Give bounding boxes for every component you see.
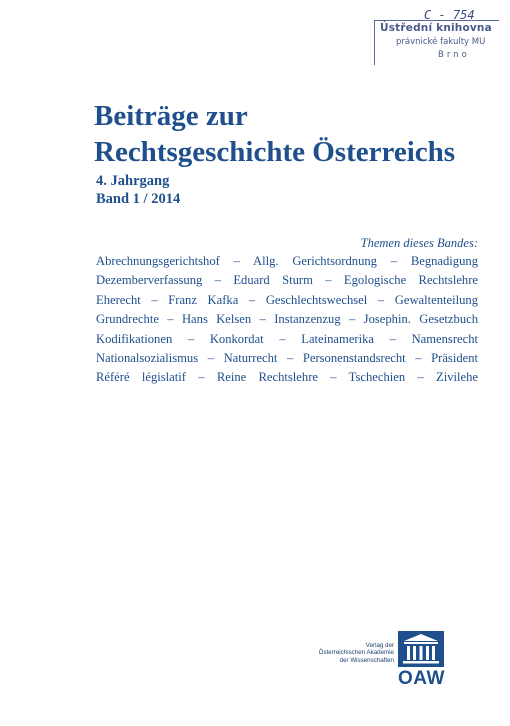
stamp-faculty: právnické fakulty MU (396, 37, 486, 47)
themes-label: Themen dieses Bandes: (360, 236, 478, 250)
academy-logo-text: OAW (398, 668, 445, 689)
library-stamp (374, 8, 500, 68)
topics-list (96, 252, 478, 388)
publisher-line-1: Verlag der (365, 642, 394, 649)
publisher-line-2: Österreichischen Akademie (318, 649, 394, 657)
topic-line: Eherecht – Franz Kafka – Geschlechtswechsel – Gewaltenteilung (96, 292, 478, 307)
topic-line: Abrechnungsgerichtshof – Allg. Gerichtsordnung – Begnadigung (96, 254, 478, 268)
topic-line: Nationalsozialismus – Naturrecht – Personenstandsrecht – Präsident (96, 351, 478, 366)
topic-line: Grundrechte – Hans Kelsen – Instanzenzug – Josephin. Gesetzbuch (96, 312, 478, 327)
title-line-2: Rechtsgeschichte Österreichs (94, 136, 456, 168)
stamp-library-name: Ústřední knihovna (380, 22, 492, 34)
publisher-name (304, 642, 394, 664)
publisher-line-3: der Wissenschaften (339, 656, 394, 664)
academy-building-icon (398, 631, 444, 667)
topic-line: Kodifikationen – Konkordat – Lateinamerika – Namensrecht (96, 331, 478, 346)
call-number: C - 754 (424, 8, 475, 22)
title-line-1: Beiträge zur (94, 100, 248, 132)
issue-info (96, 172, 180, 208)
volume-number: Band 1 / 2014 (96, 191, 181, 207)
topic-line: Référé législatif – Reine Rechtslehre – Tschechien – Zivilehe (96, 370, 478, 385)
volume-year: 4. Jahrgang (96, 173, 170, 189)
stamp-city: Brno (438, 50, 470, 60)
topic-line: Dezemberverfassung – Eduard Sturm – Egologische Rechtslehre (96, 273, 478, 288)
book-title (94, 98, 455, 170)
